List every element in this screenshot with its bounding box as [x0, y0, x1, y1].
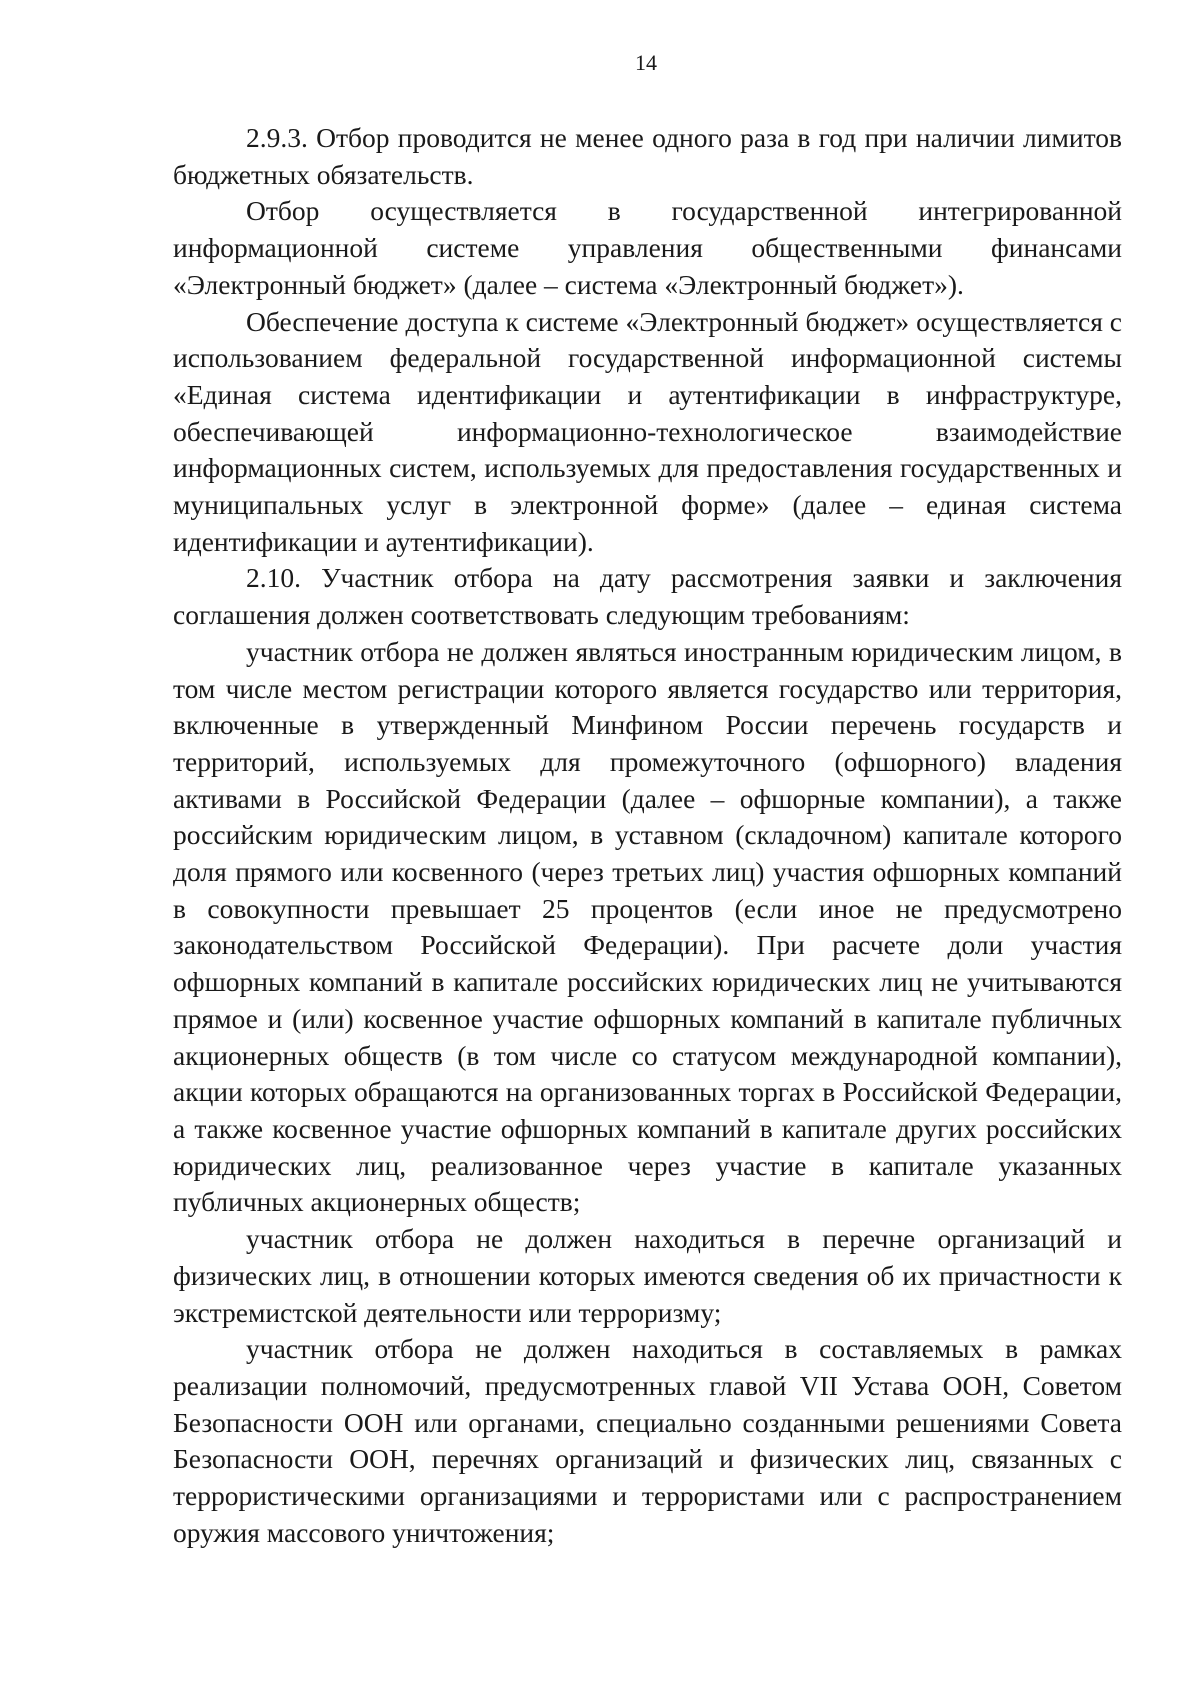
paragraph-un-sanctions-list: участник отбора не должен находиться в составляемых в рамках реализации полномочий, предусмотренных главой VII Устава ООН, Советом Безопасности ООН или органами, специально созданными решениями Совета Безопасности ООН, перечнях организаций и физических лиц, связанных с террористическими организациями и террористами или с распространением оружия массового уничтожения; — [173, 1333, 1122, 1548]
paragraph-access-provision: Обеспечение доступа к системе «Электронный бюджет» осуществляется с использованием федеральной государственной информационной системы «Единая система идентификации и аутентификации в инфраструктуре, обеспечивающей информационно-технологическое взаимодействие информационных систем, используемых для предоставления государственных и муниципальных услуг в электронной форме» (далее – единая система идентификации и аутентификации). — [173, 305, 1122, 557]
page-number: 14 — [635, 50, 657, 75]
paragraph-2-9-3: 2.9.3. Отбор проводится не менее одного раза в год при наличии лимитов бюджетных обязательств. — [173, 122, 1122, 190]
paragraph-2-10: 2.10. Участник отбора на дату рассмотрения заявки и заключения соглашения должен соответствовать следующим требованиям: — [173, 562, 1122, 631]
document-body — [173, 120, 1122, 1551]
paragraph-offshore-requirement: участник отбора не должен являться иностранным юридическим лицом, в том числе местом регистрации которого является государство или территория, включенные в утвержденный Минфином России перечень государств и территорий, используемых для промежуточного (офшорного) владения активами в Российской Федерации (далее – офшорные компании), а также российским юридическим лицом, в уставном (складочном) капитале которого доля прямого или косвенного (через третьих лиц) участия офшорных компаний в совокупности превышает 25 процентов (если иное не предусмотрено законодательством Российской Федерации). При расчете доли участия офшорных компаний в капитале российских юридических лиц не учитываются прямое и (или) косвенное участие офшорных компаний в капитале публичных акционерных обществ (в том числе со статусом международной компании), акции которых обращаются на организованных торгах в Российской Федерации, а также косвенное участие офшорных компаний в капитале других российских юридических лиц, реализованное через участие в капитале указанных публичных акционерных обществ; — [173, 635, 1122, 1218]
paragraph-selection-system: Отбор осуществляется в государственной интегрированной информационной системе управления общественными финансами «Электронный бюджет» (далее – система «Электронный бюджет»). — [173, 195, 1122, 300]
paragraph-extremism-list: участник отбора не должен находиться в перечне организаций и физических лиц, в отношении которых имеются сведения об их причастности к экстремистской деятельности или терроризму; — [173, 1223, 1122, 1328]
